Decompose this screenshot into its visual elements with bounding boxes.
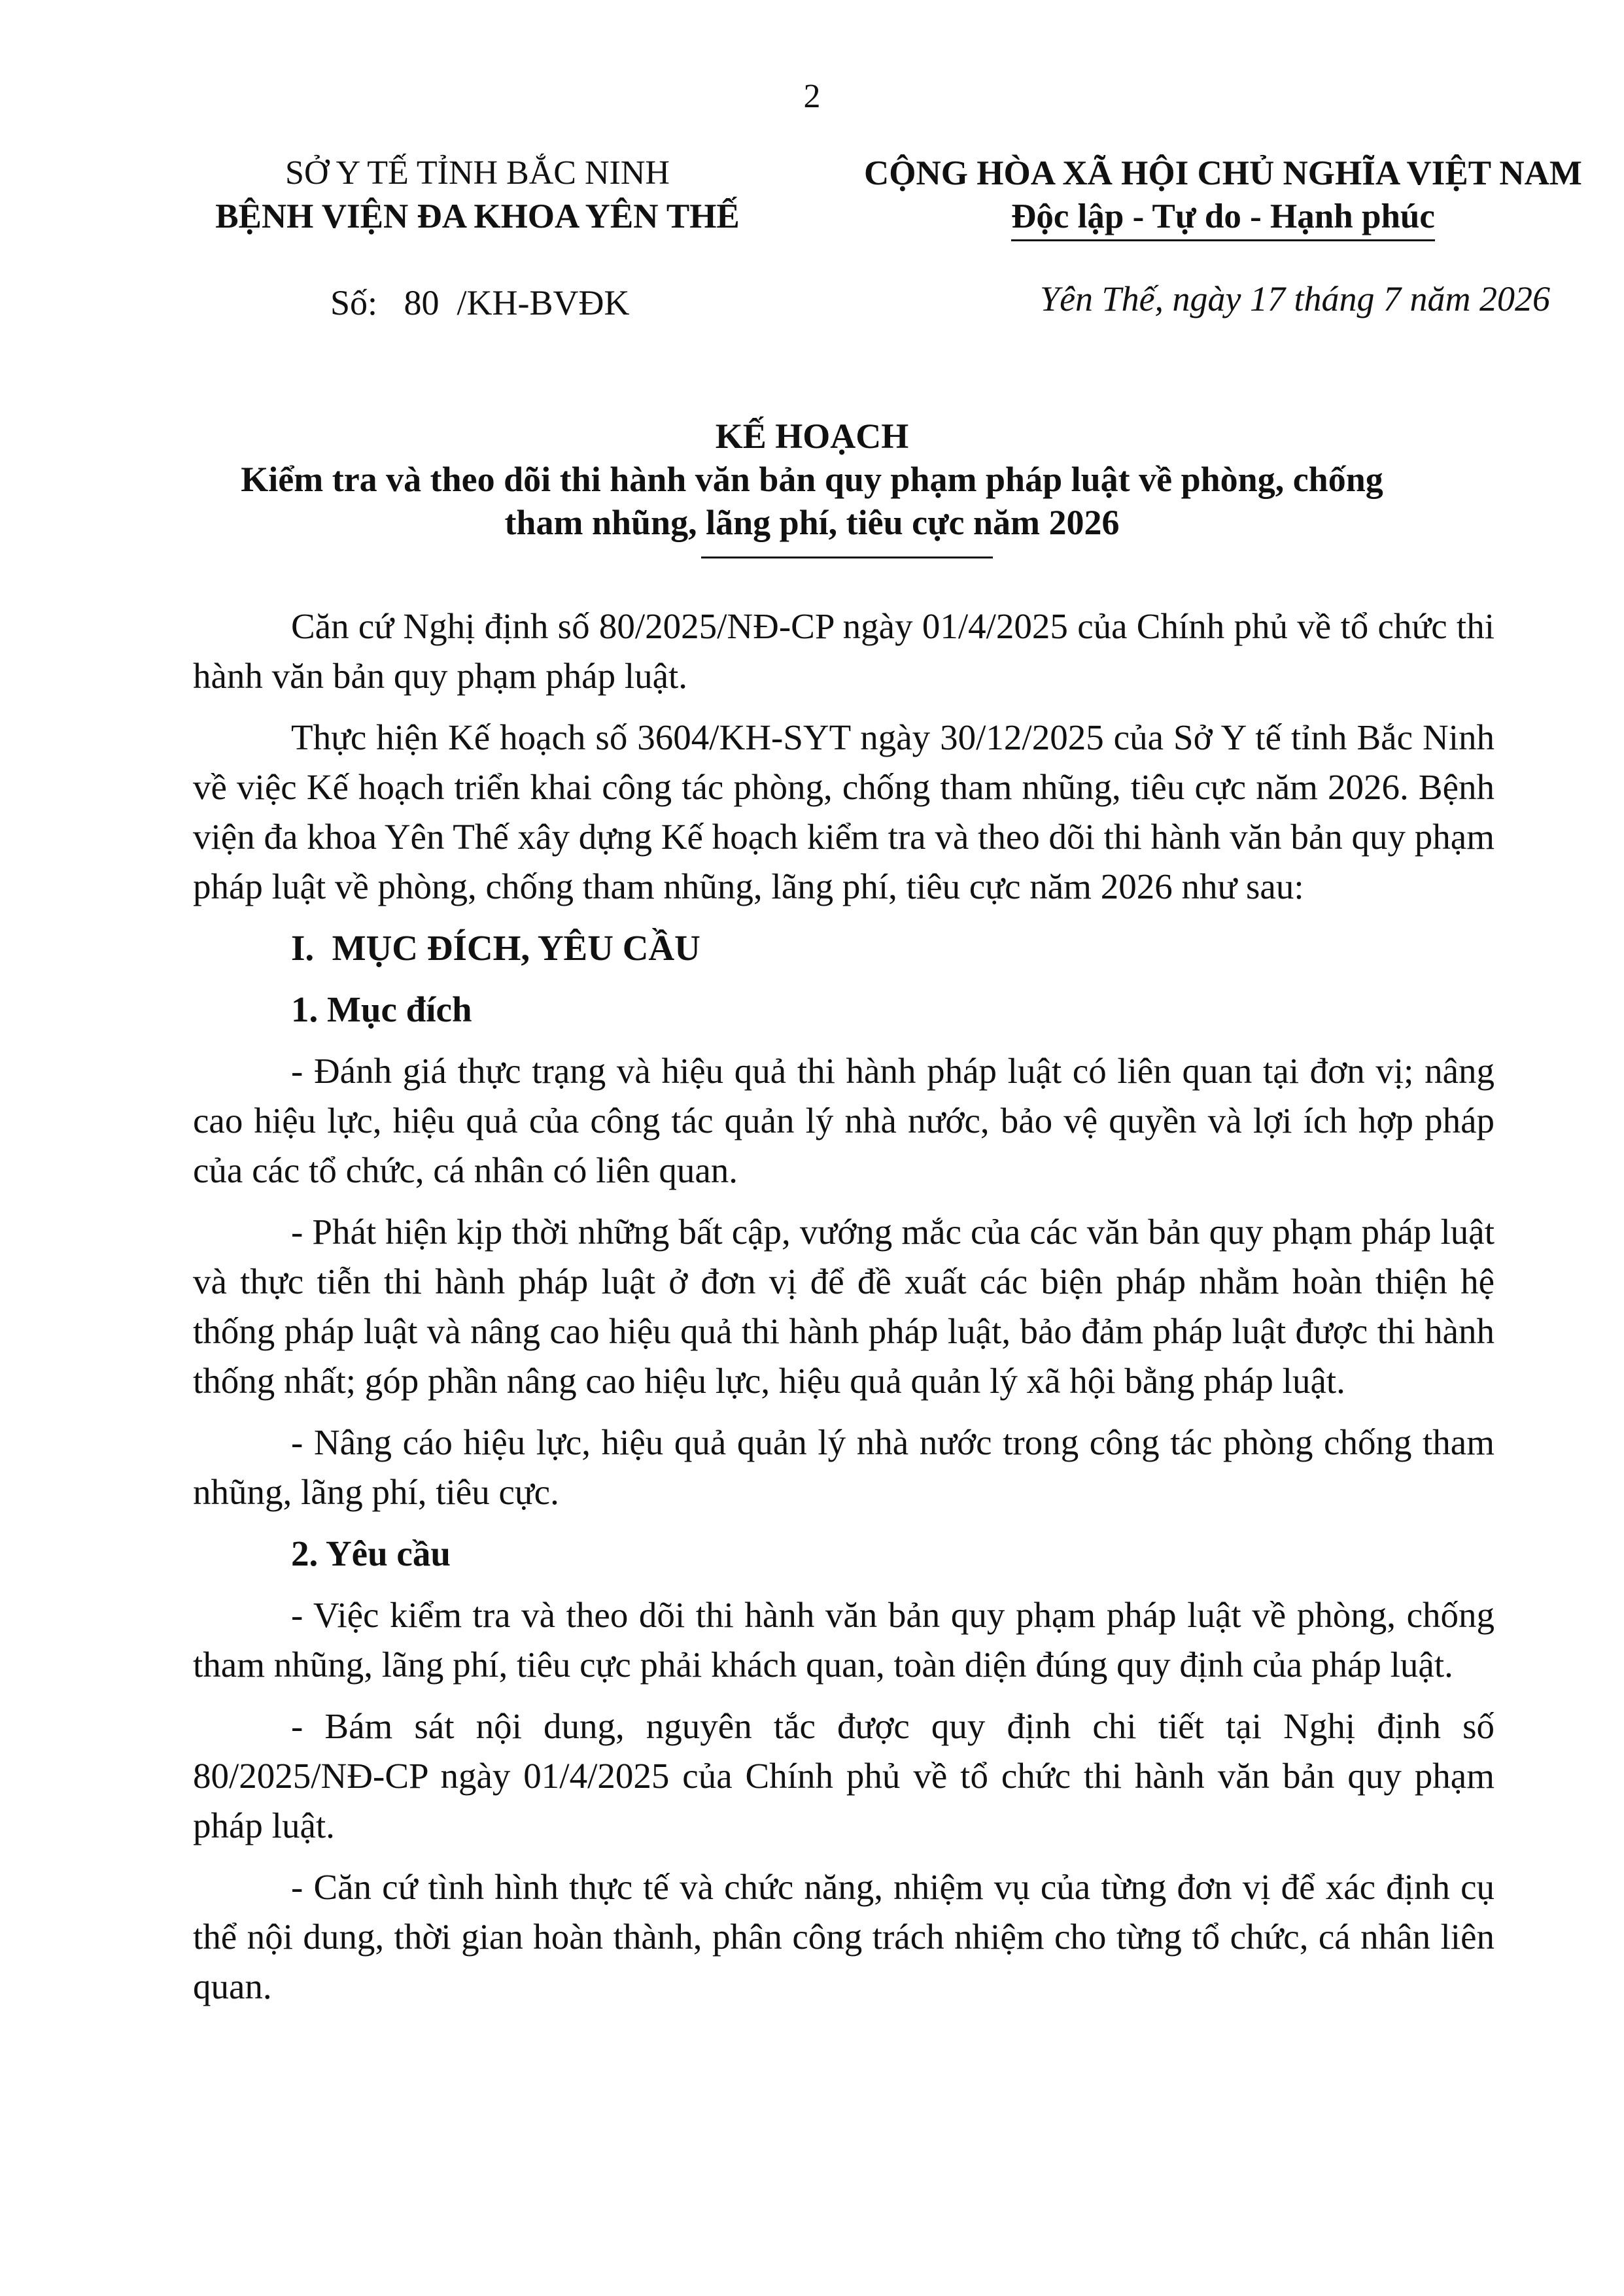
document-title: KẾ HOẠCH bbox=[715, 417, 909, 456]
requirement-item: - Bám sát nội dung, nguyên tắc được quy định chi tiết tại Nghị định số 80/2025/NĐ-CP ngày 01/4/2025 của Chính phủ về tổ chức thi hành văn bản quy phạm pháp luật. bbox=[193, 1706, 1494, 1845]
implementation-paragraph: Thực hiện Kế hoạch số 3604/KH-SYT ngày 30/12/2025 của Sở Y tế tỉnh Bắc Ninh về việc Kế hoạch triển khai công tác phòng, chống tham nhũng, tiêu cực năm 2026. Bệnh viện đa khoa Yên Thế xây dựng Kế hoạch kiểm tra và theo dõi thi hành văn bản quy phạm pháp luật về phòng, chống tham nhũng, lãng phí, tiêu cực năm 2026 như sau: bbox=[193, 717, 1494, 906]
national-motto: Độc lập - Tự do - Hạnh phúc bbox=[1011, 195, 1435, 241]
purpose-item: - Phát hiện kịp thời những bất cập, vướng mắc của các văn bản quy phạm pháp luật và thực tiễn thi hành pháp luật ở đơn vị để đề xuất các biện pháp nhằm hoàn thiện hệ thống pháp luật và nâng cao hiệu quả thi hành pháp luật, bảo đảm pháp luật được thi hành thống nhất; góp phần nâng cao hiệu lực, hiệu quả quản lý xã hội bằng pháp luật. bbox=[193, 1212, 1494, 1401]
subsection-heading-purpose: 1. Mục đích bbox=[291, 989, 472, 1029]
document-subtitle-line1: Kiểm tra và theo dõi thi hành văn bản quy phạm pháp luật về phòng, chống bbox=[241, 460, 1383, 499]
purpose-item: - Đánh giá thực trạng và hiệu quả thi hành pháp luật có liên quan tại đơn vị; nâng cao hiệu lực, hiệu quả của công tác quản lý nhà nước, bảo vệ quyền và lợi ích hợp pháp của các tổ chức, cá nhân có liên quan. bbox=[193, 1051, 1494, 1190]
section-heading-purpose-requirements: I. MỤC ĐÍCH, YÊU CẦU bbox=[291, 928, 700, 968]
national-heading-block bbox=[837, 152, 1609, 241]
subsection-heading-requirements: 2. Yêu cầu bbox=[291, 1534, 451, 1573]
issuing-organization-block bbox=[144, 152, 811, 238]
document-date: Yên Thế, ngày 17 tháng 7 năm 2026 bbox=[1040, 279, 1550, 318]
parent-organization: SỞ Y TẾ TỈNH BẮC NINH bbox=[285, 154, 670, 192]
organization-name: BỆNH VIỆN ĐA KHOA YÊN THẾ bbox=[215, 197, 740, 235]
requirement-item: - Việc kiểm tra và theo dõi thi hành văn bản quy phạm pháp luật về phòng, chống tham nhũng, lãng phí, tiêu cực phải khách quan, toàn diện đúng quy định của pháp luật. bbox=[193, 1595, 1494, 1685]
document-subtitle-line2: tham nhũng, lãng phí, tiêu cực năm 2026 bbox=[504, 503, 1120, 542]
page-number: 2 bbox=[803, 78, 821, 115]
purpose-item: - Nâng cáo hiệu lực, hiệu quả quản lý nhà nước trong công tác phòng chống tham nhũng, lãng phí, tiêu cực. bbox=[193, 1422, 1494, 1512]
requirement-item: - Căn cứ tình hình thực tế và chức năng, nhiệm vụ của từng đơn vị để xác định cụ thể nội dung, thời gian hoàn thành, phân công trách nhiệm cho từng tổ chức, cá nhân liên quan. bbox=[193, 1867, 1494, 2006]
country-name: CỘNG HÒA XÃ HỘI CHỦ NGHĨA VIỆT NAM bbox=[864, 154, 1582, 192]
document-body bbox=[193, 602, 1494, 2023]
document-title-block bbox=[118, 415, 1506, 544]
legal-basis-paragraph: Căn cứ Nghị định số 80/2025/NĐ-CP ngày 01/4/2025 của Chính phủ về tổ chức thi hành văn bản quy phạm pháp luật. bbox=[193, 606, 1494, 696]
document-number: Số: 80 /KH-BVĐK bbox=[330, 283, 630, 322]
title-underline bbox=[701, 557, 993, 558]
